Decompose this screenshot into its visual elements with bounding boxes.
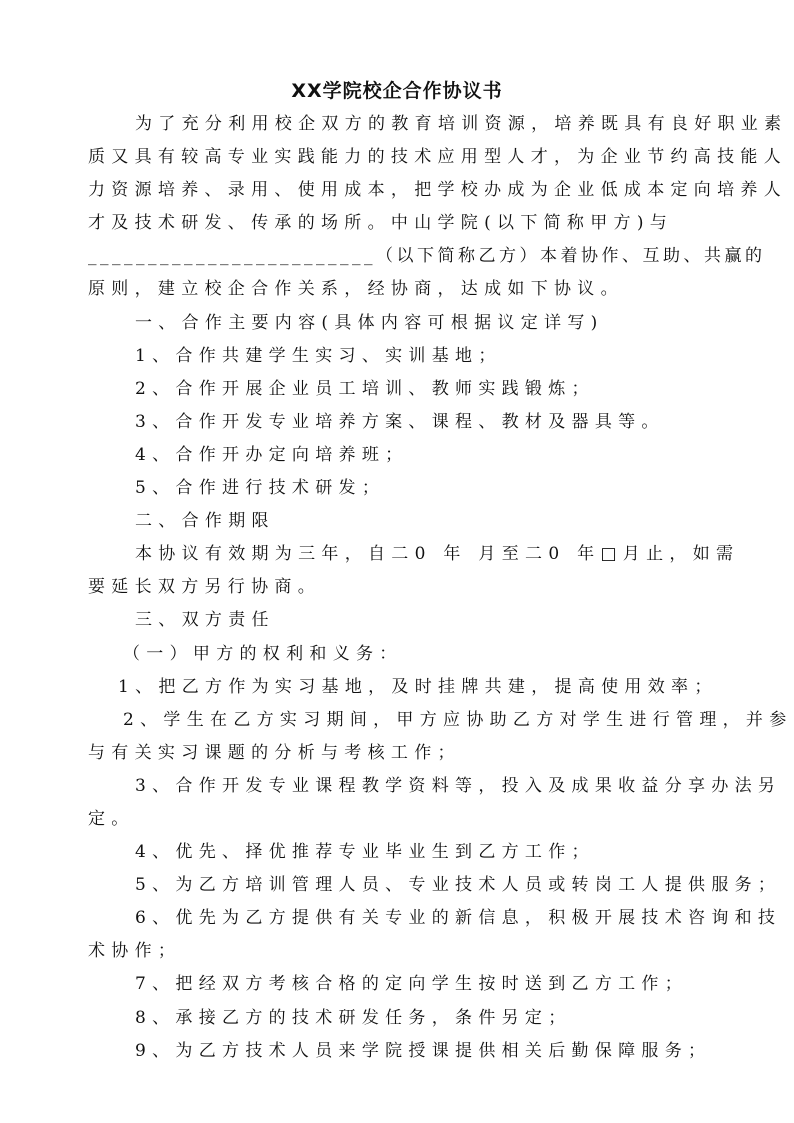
list-item: 2、学生在乙方实习期间，甲方应协助乙方对学生进行管理，并参 xyxy=(123,709,793,730)
list-item-continuation: 定。 xyxy=(88,808,135,829)
list-item: 2、合作开展企业员工培训、教师实践锻炼； xyxy=(135,378,595,399)
list-item-continuation: 与有关实习课题的分析与考核工作； xyxy=(88,742,461,763)
list-item: 5、为乙方培训管理人员、专业技术人员或转岗工人提供服务； xyxy=(135,875,782,896)
section-heading: 二、合作期限 xyxy=(135,511,275,532)
subsection-heading: （一）甲方的权利和义务： xyxy=(123,643,403,664)
list-item: 8、承接乙方的技术研发任务，条件另定； xyxy=(135,1007,572,1028)
list-item: 6、优先为乙方提供有关专业的新信息，积极开展技术咨询和技 xyxy=(135,908,782,929)
paragraph-line: 才及技术研发、传承的场所。中山学院(以下简称甲方)与 xyxy=(88,213,674,234)
list-item: 4、合作开办定向培养班； xyxy=(135,444,409,465)
section-heading: 三、双方责任 xyxy=(135,610,275,631)
list-item: 1、合作共建学生实习、实训基地； xyxy=(135,345,502,366)
list-item: 9、为乙方技术人员来学院授课提供相关后勤保障服务； xyxy=(135,1040,712,1061)
section-heading: 一、合作主要内容(具体内容可根据议定详写) xyxy=(135,312,604,333)
paragraph-line: 力资源培养、录用、使用成本，把学校办成为企业低成本定向培养人 xyxy=(88,180,787,201)
paragraph-line: 为了充分利用校企双方的教育培训资源，培养既具有良好职业素 xyxy=(135,114,788,134)
document-body xyxy=(88,108,793,1068)
list-item: 1、把乙方作为实习基地，及时挂牌共建，提高使用效率； xyxy=(118,676,718,697)
party-b-blank-line: ________________________（以下简称乙方）本着协作、互助、共赢的 xyxy=(88,246,766,267)
list-item: 3、合作开发专业培养方案、课程、教材及器具等。 xyxy=(135,411,665,432)
paragraph-line: 要延长双方另行协商。 xyxy=(88,577,321,598)
list-item-continuation: 术协作； xyxy=(88,941,182,962)
document-title: XX学院校企合作协议书 xyxy=(291,80,503,102)
list-item: 7、把经双方考核合格的定向学生按时送到乙方工作； xyxy=(135,974,689,995)
list-item: 5、合作进行技术研发； xyxy=(135,478,386,499)
paragraph-line: 本协议有效期为三年，自二0 年 月至二0 年□月止，如需 xyxy=(135,544,740,565)
paragraph-line: 质又具有较高专业实践能力的技术应用型人才，为企业节约高技能人 xyxy=(88,147,787,168)
list-item: 3、合作开发专业课程教学资料等，投入及成果收益分享办法另 xyxy=(135,775,782,796)
paragraph-line: 原则，建立校企合作关系，经协商，达成如下协议。 xyxy=(88,279,624,300)
list-item: 4、优先、择优推荐专业毕业生到乙方工作； xyxy=(135,842,595,863)
